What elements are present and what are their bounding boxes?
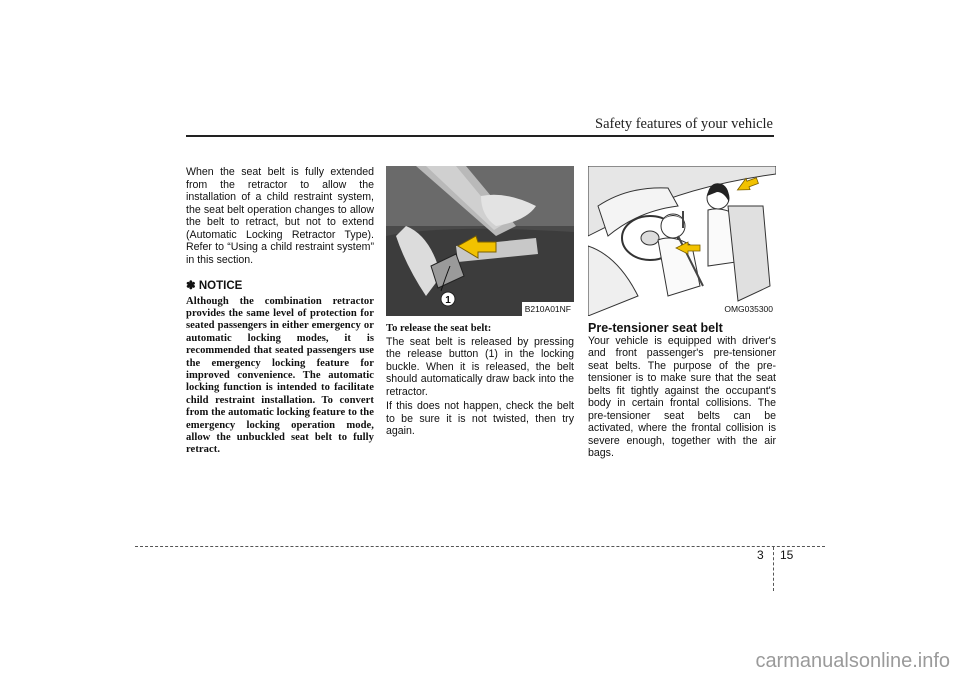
notice-star-icon: ✽: [186, 280, 196, 292]
pretensioner-heading: Pre-tensioner seat belt: [588, 321, 723, 335]
pretensioner-paragraph: Your vehicle is equipped with driver's and front passenger's pre-tensioner seat belts. The purpose of the pre-tensioner is to make sure that the seat belts fit tightly against the occupant's body in certain frontal collisions. The pre-tensioner seat belts can be activated, where the frontal collision is severe enough, together with the air bags.: [588, 334, 776, 459]
release-paragraph-2: If this does not happen, check the belt to be sure it is not twisted, then try again.: [386, 400, 574, 437]
notice-body: Although the combination retractor provides the same level of protection for seated passengers in either emergency or automatic locking modes, it is recommended that seated passengers use the emergency locking feature for improved convenience. The automatic locking function is intended to facilitate child restraint installation. To convert from the automatic locking feature to the emergency locking operation mode, allow the unbuckled seat belt to fully retract.: [186, 295, 374, 456]
callout-number: 1: [445, 295, 451, 306]
footer-divider: [773, 547, 774, 591]
header-rule: [186, 135, 774, 137]
seat-belt-release-figure: [386, 166, 574, 316]
footer-rule: [135, 546, 825, 547]
buckle-release-illustration: [386, 166, 574, 316]
watermark: carmanualsonline.info: [755, 650, 950, 672]
notice-heading: [186, 280, 374, 293]
page-header-title: Safety features of your vehicle: [595, 116, 773, 132]
release-subheading: To release the seat belt:: [386, 323, 492, 334]
release-paragraph-1: The seat belt is released by pressing the release button (1) in the locking buckle. When it is released, the belt should automatically draw back into the retractor.: [386, 335, 574, 398]
column-left: [186, 166, 374, 457]
pretensioner-illustration: [588, 166, 776, 316]
pretensioner-figure: [588, 166, 776, 316]
column-middle: [386, 166, 574, 440]
intro-paragraph: When the seat belt is fully extended from the retractor to allow the installation of a child restraint system, the seat belt operation changes to allow the belt to retract, but not to extend (Automatic Locking Retractor Type). Refer to “Using a child restraint system” in this section.: [186, 166, 374, 266]
figure-code-label: OMG035300: [721, 302, 776, 317]
notice-title: NOTICE: [198, 280, 243, 292]
column-right: [588, 166, 776, 462]
figure-code-label: B210A01NF: [522, 302, 574, 317]
page-number: 15: [780, 548, 794, 562]
section-number: 3: [757, 548, 764, 562]
